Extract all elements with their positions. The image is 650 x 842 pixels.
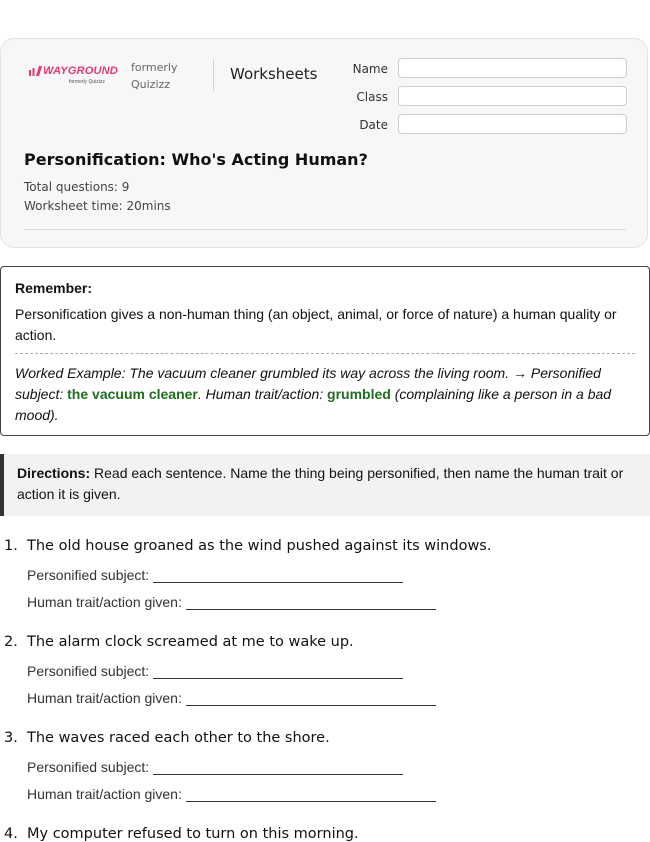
worked-example	[15, 363, 635, 426]
name-label: Name	[352, 62, 388, 76]
worksheet-time: Worksheet time: 20mins	[24, 199, 171, 213]
action-answer-line[interactable]	[186, 705, 436, 706]
remember-divider	[15, 353, 635, 354]
class-field[interactable]	[398, 86, 627, 106]
example-action: grumbled	[327, 386, 391, 402]
question-number: 1.	[4, 538, 18, 554]
total-questions: Total questions: 9	[24, 180, 130, 194]
class-label: Class	[356, 90, 388, 104]
name-field[interactable]	[398, 58, 627, 78]
worksheet-header	[0, 38, 648, 248]
question-number: 2.	[4, 634, 18, 650]
directions-body: Read each sentence. Name the thing being personified, then name the human trait or action it is given.	[17, 465, 624, 502]
directions-box	[0, 454, 650, 516]
date-field[interactable]	[398, 114, 627, 134]
action-answer-line[interactable]	[186, 609, 436, 610]
subject-answer-line[interactable]	[153, 582, 403, 583]
question-text: The alarm clock screamed at me to wake up.	[27, 634, 354, 650]
logo-subtext: formerly Quizizz	[69, 79, 105, 85]
remember-box	[0, 266, 650, 436]
action-label: Human trait/action given:	[27, 594, 182, 610]
quizizz-line: Quizizz	[131, 78, 171, 91]
wayground-logo	[29, 65, 119, 87]
section-label: Worksheets	[230, 65, 318, 83]
date-label: Date	[359, 118, 388, 132]
example-suffix: (complaining like a person in a bad mood).	[15, 386, 612, 423]
example-subject: the vacuum cleaner	[67, 386, 198, 402]
subject-label: Personified subject:	[27, 759, 150, 775]
action-answer-line[interactable]	[186, 801, 436, 802]
logo-mark-icon	[29, 66, 43, 76]
formerly-line: formerly	[131, 61, 178, 74]
subject-label: Personified subject:	[27, 567, 150, 583]
example-prefix: Worked Example: The vacuum cleaner grumbled its way across the living room. → Personified subject:	[15, 365, 601, 402]
question-text: My computer refused to turn on this morning.	[27, 826, 359, 842]
subject-label: Personified subject:	[27, 663, 150, 679]
worksheet-title: Personification: Who's Acting Human?	[24, 150, 368, 169]
remember-text: Personification gives a non-human thing (an object, animal, or force of nature) a human quality or action.	[15, 306, 617, 343]
question-number: 3.	[4, 730, 18, 746]
question-number: 4.	[4, 826, 18, 842]
directions-label: Directions:	[17, 465, 91, 481]
formerly-note	[131, 59, 178, 93]
subject-answer-line[interactable]	[153, 678, 403, 679]
header-divider	[213, 59, 214, 91]
action-label: Human trait/action given:	[27, 690, 182, 706]
question-text: The waves raced each other to the shore.	[27, 730, 330, 746]
header-rule	[24, 229, 626, 230]
remember-title: Remember:	[15, 280, 93, 296]
example-middle: . Human trait/action:	[197, 386, 328, 402]
logo-wordmark: WAYGROUND	[43, 65, 118, 77]
directions-text	[17, 463, 637, 505]
subject-answer-line[interactable]	[153, 774, 403, 775]
action-label: Human trait/action given:	[27, 786, 182, 802]
question-text: The old house groaned as the wind pushed against its windows.	[27, 538, 492, 554]
